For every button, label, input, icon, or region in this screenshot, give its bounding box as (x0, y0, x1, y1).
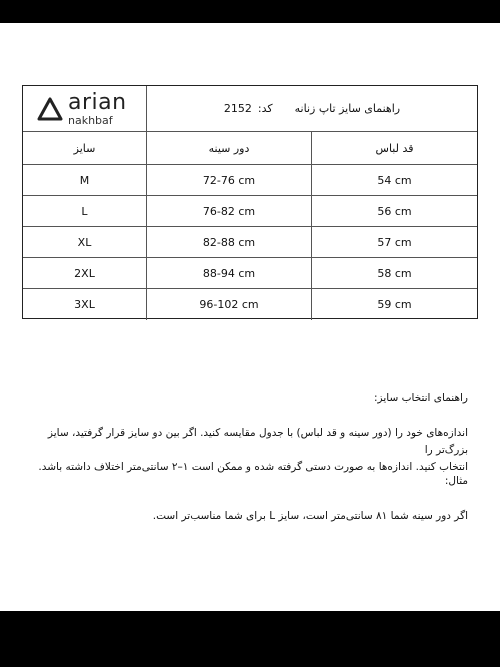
size-guide-page (0, 23, 500, 611)
column-header-length: قد لباس (375, 141, 414, 155)
example-title: مثال: (444, 475, 468, 487)
cell-size: 3XL (23, 289, 147, 320)
cell-length: 57 cm (377, 235, 412, 249)
code-label: کد: (257, 102, 273, 115)
cell-length: 59 cm (377, 298, 412, 311)
guide-line-1: اندازه‌های خود را (دور سینه و قد لباس) با جدول مقایسه کنید. اگر بین دو سایز قرار گرفتید، سایز بزرگ‌تر را (47, 427, 468, 456)
table-header (23, 86, 477, 132)
title-text: راهنمای سایز تاپ زنانه (294, 102, 401, 115)
cell-chest: 96-102 cm (147, 289, 312, 320)
cell-chest: 82-88 cm (147, 227, 312, 257)
table-row (23, 196, 477, 227)
triangle-logo-icon (37, 97, 63, 121)
size-table (22, 85, 478, 319)
guide-line-2: انتخاب کنید. اندازه‌ها به صورت دستی گرفته شده و ممکن است ۱–۲ سانتی‌متر اختلاف داشته باشد. (38, 461, 468, 473)
brand-subname: nakhbaf (68, 113, 113, 127)
brand-logo (23, 86, 147, 131)
column-header-chest: دور سینه (147, 132, 312, 164)
table-row (23, 227, 477, 258)
cell-size: 2XL (23, 258, 147, 288)
code-value: 2152 (223, 102, 252, 115)
cell-chest: 76-82 cm (147, 196, 312, 226)
cell-size: L (23, 196, 147, 226)
column-header-row (23, 132, 477, 165)
guide-paragraph (28, 425, 468, 476)
table-title (147, 86, 477, 131)
cell-chest: 72-76 cm (147, 165, 312, 195)
cell-chest: 88-94 cm (147, 258, 312, 288)
column-header-size: سایز (23, 132, 147, 164)
cell-size: M (23, 165, 147, 195)
table-row (23, 258, 477, 289)
table-row (23, 165, 477, 196)
cell-size: XL (23, 227, 147, 257)
cell-length: 54 cm (377, 173, 412, 187)
brand-name: arian (68, 89, 127, 115)
example-text: اگر دور سینه شما ۸۱ سانتی‌متر است، سایز L برای شما مناسب‌تر است. (152, 510, 468, 522)
cell-length: 56 cm (377, 204, 412, 218)
cell-length: 58 cm (377, 266, 412, 280)
guide-title: راهنمای انتخاب سایز: (374, 392, 468, 404)
table-row (23, 289, 477, 320)
